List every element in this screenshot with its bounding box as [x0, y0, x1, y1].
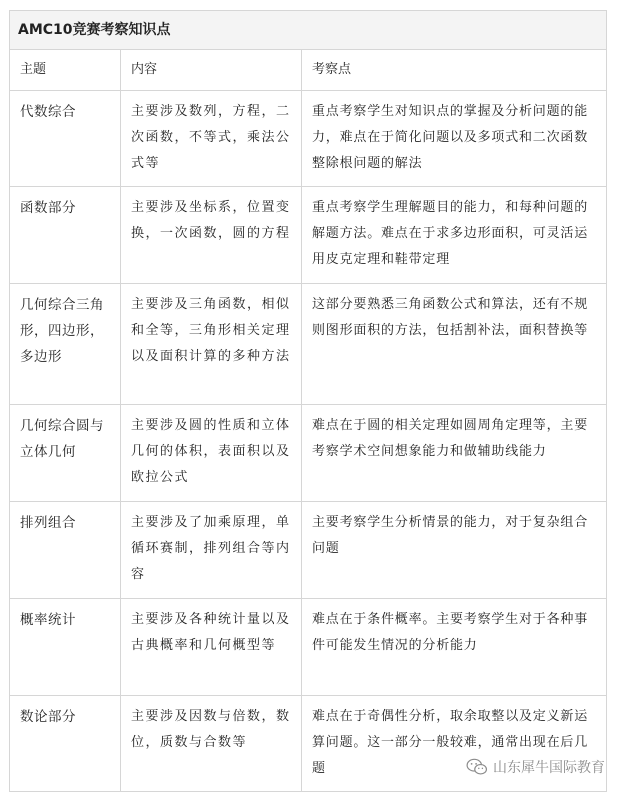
row-content: 主要涉及了加乘原理，单循环赛制，排列组合等内容: [121, 502, 302, 599]
row-topic: 概率统计: [10, 599, 121, 696]
row-content: 主要涉及三角函数，相似和全等，三角形相关定理以及面积计算的多种方法: [121, 284, 302, 405]
table-row: [10, 696, 607, 792]
table-row: [10, 187, 607, 284]
row-topic: 几何综合圆与立体几何: [10, 405, 121, 502]
row-focus: 重点考察学生理解题目的能力，和每种问题的解题方法。难点在于求多边形面积，可灵活运用皮克定理和鞋带定理: [302, 187, 607, 284]
row-topic: 排列组合: [10, 502, 121, 599]
row-content: 主要涉及坐标系，位置变换，一次函数，圆的方程: [121, 187, 302, 284]
row-topic: 数论部分: [10, 696, 121, 792]
row-topic: 几何综合三角形，四边形，多边形: [10, 284, 121, 405]
row-content: 主要涉及因数与倍数，数位，质数与合数等: [121, 696, 302, 792]
row-content: 主要涉及数列，方程，二次函数，不等式，乘法公式等: [121, 91, 302, 187]
row-focus: 难点在于圆的相关定理如圆周角定理等，主要考察学术空间想象能力和做辅助线能力: [302, 405, 607, 502]
header-topic: 主题: [10, 50, 121, 91]
table-row: [10, 599, 607, 696]
row-topic: 代数综合: [10, 91, 121, 187]
wechat-icon: [466, 758, 488, 776]
watermark-text: 山东犀牛国际教育: [493, 760, 605, 776]
row-topic: 函数部分: [10, 187, 121, 284]
knowledge-table: [9, 10, 607, 792]
row-content: 主要涉及圆的性质和立体几何的体积，表面积以及欧拉公式: [121, 405, 302, 502]
row-focus: 主要考察学生分析情景的能力，对于复杂组合问题: [302, 502, 607, 599]
row-focus: 这部分要熟悉三角函数公式和算法，还有不规则图形面积的方法，包括割补法，面积替换等: [302, 284, 607, 405]
table-title-row: [10, 11, 607, 50]
row-focus: 难点在于条件概率。主要考察学生对于各种事件可能发生情况的分析能力: [302, 599, 607, 696]
header-content: 内容: [121, 50, 302, 91]
header-focus: 考察点: [302, 50, 607, 91]
row-focus: 难点在于奇偶性分析，取余取整以及定义新运算问题。这一部分一般较难，通常出现在后几题: [302, 696, 607, 792]
table-row: [10, 502, 607, 599]
row-focus: 重点考察学生对知识点的掌握及分析问题的能力，难点在于简化问题以及多项式和二次函数整除根问题的解法: [302, 91, 607, 187]
table-row: [10, 405, 607, 502]
table-header-row: [10, 50, 607, 91]
table-row: [10, 284, 607, 405]
row-content: 主要涉及各种统计量以及古典概率和几何概型等: [121, 599, 302, 696]
table-title: AMC10竞赛考察知识点: [10, 11, 607, 50]
watermark: [466, 757, 605, 777]
table-row: [10, 91, 607, 187]
knowledge-table-container: [9, 10, 606, 792]
